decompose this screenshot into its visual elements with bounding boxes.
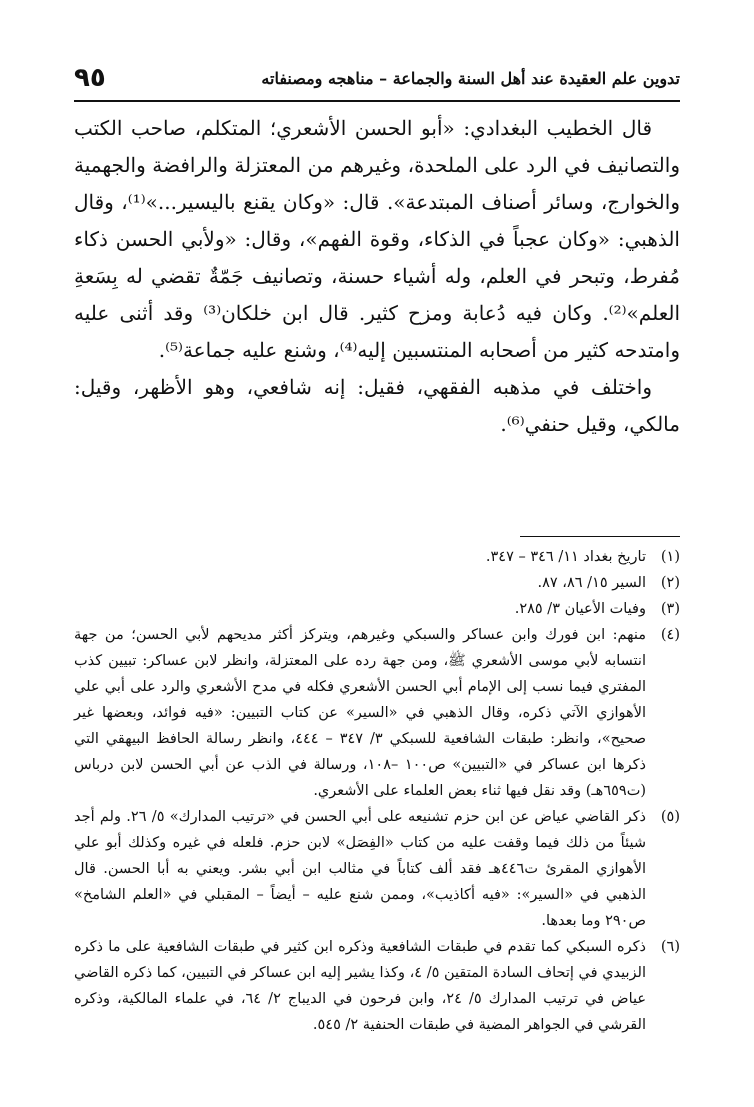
page-number: ٩٥ — [74, 63, 106, 93]
header-rule — [74, 100, 680, 102]
paragraph: واختلف في مذهبه الفقهي، فقيل: إنه شافعي، وهو الأظهر، وقيل: مالكي، وقيل حنفي⁽⁶⁾. — [74, 375, 680, 436]
main-text — [74, 110, 680, 443]
footnote-text: وفيات الأعيان ٣/ ٢٨٥. — [514, 601, 646, 617]
footnote-text: تاريخ بغداد ١١/ ٣٤٦ – ٣٤٧. — [485, 549, 646, 565]
page-header — [74, 58, 680, 98]
footnote-number: (٤) — [660, 627, 680, 643]
footnote — [74, 570, 680, 596]
footnote — [74, 544, 680, 570]
footnote — [74, 804, 680, 934]
footnote-text: منهم: ابن فورك وابن عساكر والسبكي وغيرهم، ويتركز أكثر مديحهم لأبي الحسن؛ من جهة انتسابه لأبي موسى الأشعري ﷺ، ومن جهة رده على المعتزلة، وانظر لابن عساكر: تبيين كذب المفتري فيما نسب إلى الإمام أبي الحسن الأشعري فكله في مدح الأشعري والرد على أبي علي الأهوازي الآتي ذكره، وقال الذهبي في «السير» عن كتاب التبيين: «فيه فوائد، وبعضها غير صحيح»، وانظر: طبقات الشافعية للسبكي ٣/ ٣٤٧ – ٤٤٤، وانظر رسالة الحافظ البيهقي التي ذكرها ابن عساكر في «التبيين» ص١٠٠ –١٠٨، ورسالة في الذب عن أبي الحسن لابن درباس (ت٦٥٩هـ) وقد نقل فيها ثناء بعض العلماء على الأشعري. — [74, 627, 647, 799]
footnote-number: (١) — [660, 549, 680, 565]
footnote — [74, 622, 680, 804]
footnote-text: السير ١٥/ ٨٦، ٨٧. — [537, 575, 646, 591]
footnotes — [74, 544, 680, 1038]
running-title: تدوين علم العقيدة عند أهل السنة والجماعة – مناهجه ومصنفاته — [261, 68, 680, 88]
footnote — [74, 934, 680, 1038]
footnote-text: ذكره السبكي كما تقدم في طبقات الشافعية وذكره ابن كثير في طبقات الشافعية على ما ذكره الزبيدي في إتحاف السادة المتقين ٥/ ٤، وكذا يشير إليه ابن عساكر في التبيين، كما ذكره القاضي عياض في ترتيب المدارك ٥/ ٢٤، وابن فرحون في الديباج ٢/ ٦٤، في علماء المالكية، وذكره القرشي في الجواهر المضية في طبقات الحنفية ٢/ ٥٤٥. — [74, 939, 647, 1033]
footnote-number: (٦) — [660, 939, 680, 955]
paragraph: قال الخطيب البغدادي: «أبو الحسن الأشعري؛ المتكلم، صاحب الكتب والتصانيف في الرد على الملحدة، وغيرهم من المعتزلة والرافضة والجهمية والخوارج، وسائر أصناف المبتدعة». قال: «وكان يقنع باليسير...»⁽¹⁾، وقال الذهبي: «وكان عجباً في الذكاء، وقوة الفهم»، وقال: «ولأبي الحسن ذكاء مُفرط، وتبحر في العلم، وله أشياء حسنة، وتصانيف جَمّةٌ تقضي له بِسَعةِ العلم»⁽²⁾. وكان فيه دُعابة ومزح كثير. قال ابن خلكان⁽³⁾ وقد أثنى عليه وامتدحه كثير من أصحابه المنتسبين إليه⁽⁴⁾، وشنع عليه جماعة⁽⁵⁾. — [74, 116, 681, 362]
footnote-number: (٢) — [660, 575, 680, 591]
footnote-separator — [520, 536, 680, 537]
footnote-text: ذكر القاضي عياض عن ابن حزم تشنيعه على أبي الحسن في «ترتيب المدارك» ٥/ ٢٦. ولم أجد شيئاً من ذلك فيما وقفت عليه من كتاب «الفِصَل» لابن حزم. فلعله في غيره وكذلك أبو علي الأهوازي المقرئ ت٤٤٦هـ فقد ألف كتاباً في مثالب ابن أبي بشر. ويعني به أبا الحسن. قال الذهبي في «السير»: «فيه أكاذيب»، وممن شنع عليه – أيضاً – المقبلي في «العلم الشامخ» ص٢٩٠ وما بعدها. — [74, 809, 646, 929]
footnote — [74, 596, 680, 622]
footnote-number: (٣) — [660, 601, 680, 617]
footnote-number: (٥) — [660, 809, 680, 825]
